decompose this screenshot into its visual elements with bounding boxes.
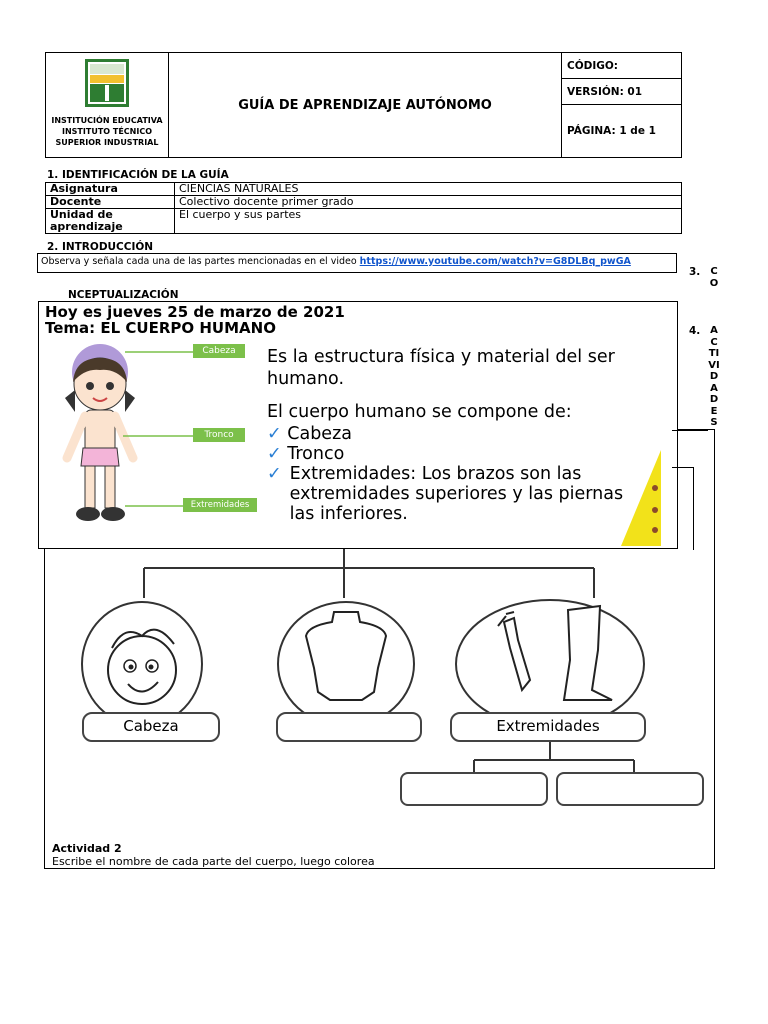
yellow-decoration-icon: [621, 450, 661, 546]
item-cabeza: Cabeza: [287, 424, 352, 444]
tag-extremidades: Extremidades: [183, 498, 257, 512]
check-icon: ✓: [267, 424, 282, 444]
item-extremidades: Extremidades: Los brazos son las extremidades superiores y las piernas las inferiores.: [289, 464, 624, 524]
version-field: VERSIÓN: 01: [562, 79, 682, 105]
section3-heading: NCEPTUALIZACIÓN: [68, 289, 179, 301]
items-list: [267, 424, 627, 524]
section4-letters: A C TI VI D A D E S: [708, 325, 720, 428]
school-name-line1: INSTITUCIÓN EDUCATIVA: [51, 116, 163, 125]
tag-cabeza: Cabeza: [193, 344, 245, 358]
section2-heading: 2. INTRODUCCIÓN: [47, 241, 154, 253]
teacher-value: Colectivo docente primer grado: [175, 196, 682, 209]
activity-instruction: Escribe el nombre de cada parte del cuerpo, luego colorea: [52, 855, 375, 868]
check-icon: ✓: [267, 464, 282, 484]
tag-tronco: Tronco: [193, 428, 245, 442]
school-name-line3: SUPERIOR INDUSTRIAL: [55, 138, 159, 147]
header-table: [45, 52, 682, 158]
check-icon: ✓: [267, 444, 282, 464]
unit-value: El cuerpo y sus partes: [175, 209, 682, 234]
divider: [693, 467, 694, 550]
unit-label: Unidad de aprendizaje: [46, 209, 175, 234]
subject-label: Asignatura: [46, 183, 175, 196]
teacher-label: Docente: [46, 196, 175, 209]
section4-number: 4.: [689, 325, 701, 337]
pagina-field: PÁGINA: 1 de 1: [562, 105, 682, 158]
item-tronco: Tronco: [287, 444, 345, 464]
label-extremidades: Extremidades: [450, 712, 646, 742]
divider: [672, 467, 694, 468]
concept-panel: [38, 301, 678, 549]
intro-box: [37, 253, 677, 273]
label-cabeza: Cabeza: [82, 712, 220, 742]
divider: [672, 430, 708, 431]
section3-number: 3.: [689, 266, 701, 278]
topic-line: Tema: EL CUERPO HUMANO: [45, 319, 276, 337]
activity-title: Actividad 2: [52, 842, 122, 855]
composed-text: El cuerpo humano se compone de:: [267, 402, 572, 422]
codigo-field: CÓDIGO:: [562, 53, 682, 79]
school-cell: [46, 53, 169, 158]
intro-text: Observa y señala cada una de las partes mencionadas en el video: [41, 256, 360, 267]
subject-value: CIENCIAS NATURALES: [175, 183, 682, 196]
label-tronco-blank[interactable]: [276, 712, 422, 742]
school-name-line2: INSTITUTO TÉCNICO: [62, 127, 152, 136]
guide-title: GUÍA DE APRENDIZAJE AUTÓNOMO: [169, 53, 562, 158]
limbs-circle: [456, 600, 644, 728]
definition-text: Es la estructura física y material del ser humano.: [267, 347, 615, 389]
section1-heading: 1. IDENTIFICACIÓN DE LA GUÍA: [47, 169, 229, 181]
video-link[interactable]: https://www.youtube.com/watch?v=G8DLBq_pwGA: [359, 256, 631, 267]
identification-table: [45, 182, 682, 234]
label-brazos-blank[interactable]: [400, 772, 548, 806]
school-logo-icon: [77, 57, 137, 109]
section3-letters: C O: [709, 266, 719, 289]
label-piernas-blank[interactable]: [556, 772, 704, 806]
date-line: Hoy es jueves 25 de marzo de 2021: [45, 303, 345, 321]
